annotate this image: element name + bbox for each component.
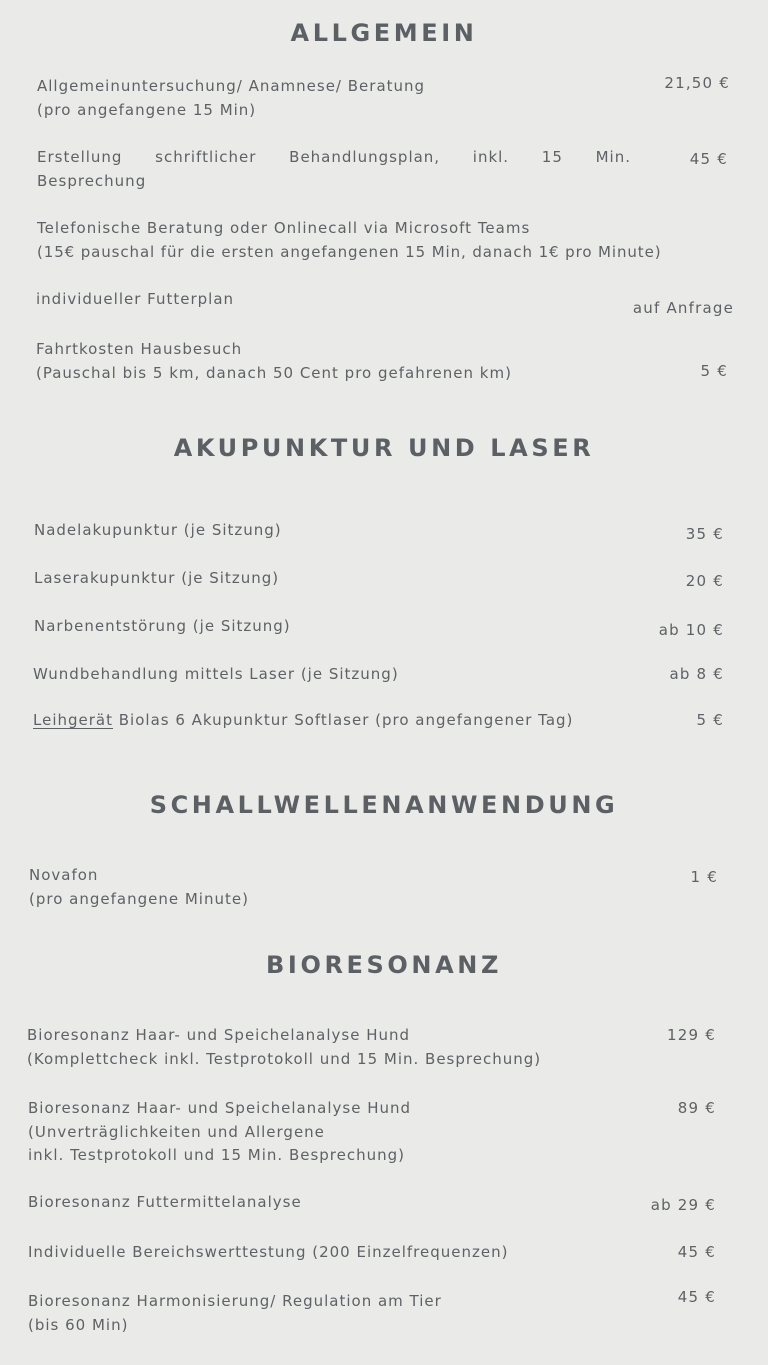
item-narbenentstoerung — [34, 615, 291, 639]
price-haaranalyse-unvertraeglichkeiten: 89 € — [677, 1099, 716, 1117]
item-line: Wundbehandlung mittels Laser (je Sitzung) — [33, 665, 399, 683]
price-fahrtkosten: 5 € — [700, 362, 728, 380]
item-haaranalyse-unvertraeglichkeiten — [28, 1097, 411, 1168]
item-bereichswerttestung — [28, 1241, 508, 1265]
price-narbenentstoerung: ab 10 € — [658, 621, 724, 639]
price-futterplan: auf Anfrage — [632, 299, 734, 317]
item-line: Bioresonanz Futtermittelanalyse — [28, 1193, 302, 1211]
item-line: (Pauschal bis 5 km, danach 50 Cent pro gefahrenen km) — [36, 363, 512, 382]
heading-allgemein: ALLGEMEIN — [290, 19, 478, 47]
item-text: Biolas 6 Akupunktur Softlaser (pro angefangener Tag) — [113, 711, 574, 729]
item-line: individueller Futterplan — [36, 290, 235, 308]
word: Behandlungsplan, — [289, 148, 441, 166]
item-harmonisierung — [28, 1290, 442, 1337]
item-novafon — [29, 864, 249, 911]
price-futtermittelanalyse: ab 29 € — [650, 1196, 716, 1214]
item-line: Bioresonanz Harmonisierung/ Regulation am Tier — [28, 1292, 442, 1310]
item-line: (pro angefangene 15 Min) — [37, 100, 257, 119]
price-novafon: 1 € — [690, 868, 718, 886]
item-line: Narbenentstörung (je Sitzung) — [34, 617, 291, 635]
item-behandlungsplan — [37, 146, 631, 193]
item-allgemeinuntersuchung — [37, 75, 425, 122]
item-line — [37, 146, 631, 170]
price-leihgeraet: 5 € — [696, 711, 724, 729]
item-line: Allgemeinuntersuchung/ Anamnese/ Beratung — [37, 77, 426, 95]
item-fahrtkosten — [36, 338, 512, 385]
price-behandlungsplan: 45 € — [689, 150, 728, 168]
item-nadelakupunktur — [34, 519, 282, 543]
item-line: Nadelakupunktur (je Sitzung) — [34, 521, 282, 539]
item-leihgeraet — [33, 709, 573, 733]
price-bereichswerttestung: 45 € — [677, 1243, 716, 1261]
item-wundbehandlung — [33, 663, 399, 687]
heading-bioresonanz: BIORESONANZ — [266, 951, 502, 979]
item-line: inkl. Testprotokoll und 15 Min. Besprechung) — [28, 1146, 406, 1164]
word: Min. — [595, 148, 631, 166]
item-futterplan — [36, 288, 234, 312]
item-line: Novafon — [29, 866, 99, 884]
item-line: Fahrtkosten Hausbesuch — [36, 340, 243, 358]
item-telefonische-beratung — [37, 217, 661, 264]
heading-schallwellen: SCHALLWELLENANWENDUNG — [149, 791, 619, 819]
item-line: (bis 60 Min) — [28, 1315, 129, 1334]
item-line: Besprechung — [37, 171, 147, 190]
heading-akupunktur: AKUPUNKTUR UND LASER — [173, 434, 595, 462]
word: inkl. — [472, 148, 510, 166]
price-allgemeinuntersuchung: 21,50 € — [664, 74, 730, 92]
item-line: (Unverträglichkeiten und Allergene — [28, 1122, 325, 1141]
item-line: Bioresonanz Haar- und Speichelanalyse Hund — [27, 1026, 411, 1044]
price-wundbehandlung: ab 8 € — [669, 665, 724, 683]
item-futtermittelanalyse — [28, 1191, 302, 1215]
price-laserakupunktur: 20 € — [685, 572, 724, 590]
item-line: Bioresonanz Haar- und Speichelanalyse Hund — [28, 1099, 412, 1117]
item-line: (Komplettcheck inkl. Testprotokoll und 15 Min. Besprechung) — [27, 1049, 542, 1068]
word: Erstellung — [37, 148, 123, 166]
price-haaranalyse-komplett: 129 € — [667, 1026, 716, 1044]
price-harmonisierung: 45 € — [677, 1288, 716, 1306]
word: 15 — [541, 148, 563, 166]
item-line: Laserakupunktur (je Sitzung) — [34, 569, 280, 587]
word: schriftlicher — [155, 148, 257, 166]
item-line: Telefonische Beratung oder Onlinecall via Microsoft Teams — [37, 219, 531, 237]
price-nadelakupunktur: 35 € — [685, 525, 724, 543]
item-line: Individuelle Bereichswerttestung (200 Einzelfrequenzen) — [28, 1243, 509, 1261]
item-haaranalyse-komplett — [27, 1024, 541, 1071]
leihgeraet-link[interactable]: Leihgerät — [33, 711, 113, 729]
item-line: (15€ pauschal für die ersten angefangenen 15 Min, danach 1€ pro Minute) — [37, 242, 662, 261]
item-line: (pro angefangene Minute) — [29, 889, 249, 908]
item-line — [33, 709, 573, 733]
item-laserakupunktur — [34, 567, 279, 591]
